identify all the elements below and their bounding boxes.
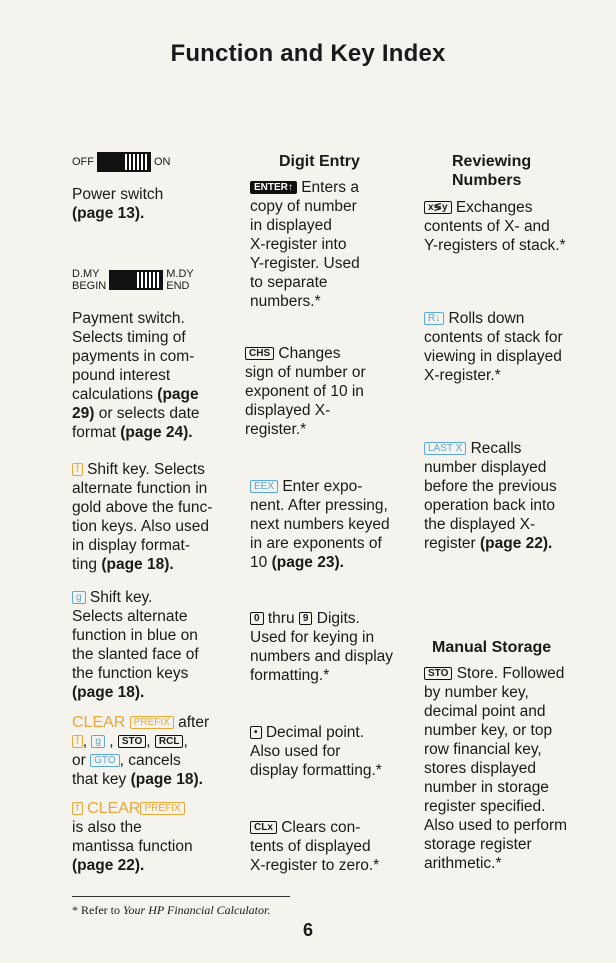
decimal-desc: • Decimal point. Also used for display formatting.* bbox=[250, 724, 382, 779]
sto-desc: STO Store. Followed by number key, decimal point and number key, or top row financial key, stores displayed number in storage register specified. Also used to perform storage register arithmetic.* bbox=[424, 665, 568, 872]
eex-desc: EEX Enter expo- nent. After pressing, next numbers keyed in are exponents of 10 (page 23). bbox=[250, 478, 390, 571]
mantissa-desc: f CLEAR PREFIX is also the mantissa function (page 22). bbox=[72, 800, 193, 874]
power-on-label: ON bbox=[154, 156, 171, 168]
sto-key-icon: STO bbox=[424, 667, 452, 680]
chs-key-icon: CHS bbox=[245, 347, 274, 360]
power-switch bbox=[72, 152, 171, 172]
footnote: * Refer to Your HP Financial Calculator. bbox=[72, 903, 271, 917]
f-shift-desc: f Shift key. Selects alternate function in gold above the func- tion keys. Also used in display format- ting (page 18). bbox=[72, 461, 213, 573]
eex-key-icon: EEX bbox=[250, 480, 278, 493]
clx-key-icon: CLx bbox=[250, 821, 277, 834]
prefix-key-icon: PREFIX bbox=[140, 802, 184, 815]
sto-key-icon: STO bbox=[118, 735, 146, 748]
lastx-key-icon: LAST X bbox=[424, 442, 466, 455]
g-shift-desc: g Shift key. Selects alternate function in blue on the slanted face of the function keys (page 18). bbox=[72, 589, 199, 701]
power-off-label: OFF bbox=[72, 156, 94, 168]
payment-switch-icon bbox=[109, 270, 163, 290]
decimal-key-icon: • bbox=[250, 726, 262, 739]
xy-exchange-key-icon: x≶y bbox=[424, 201, 452, 214]
enter-key-icon: ENTER↑ bbox=[250, 181, 297, 194]
rcl-key-icon: RCL bbox=[155, 735, 184, 748]
roll-down-key-icon: R↓ bbox=[424, 312, 444, 325]
f-key-icon: f bbox=[72, 735, 83, 748]
g-key-icon: g bbox=[72, 591, 86, 604]
footnote-divider bbox=[72, 896, 290, 897]
power-desc: Power switch (page 13). bbox=[72, 186, 164, 222]
page-number: 6 bbox=[302, 920, 313, 940]
chs-desc: CHS Changes sign of number or exponent of 10 in displayed X- register.* bbox=[245, 345, 366, 438]
power-switch-icon bbox=[97, 152, 151, 172]
enter-desc: ENTER↑ Enters a copy of number in displayed X-register into Y-register. Used to separate numbers.* bbox=[250, 179, 360, 310]
prefix-key-icon: PREFIX bbox=[130, 716, 174, 729]
payment-left-labels: D.MY BEGIN bbox=[72, 268, 107, 292]
reviewing-heading: Reviewing Numbers bbox=[452, 153, 532, 189]
digit-entry-heading: Digit Entry bbox=[279, 153, 360, 170]
zero-key-icon: 0 bbox=[250, 612, 264, 625]
clear-prefix-desc: CLEAR PREFIX after f , g , STO , RCL , or GTO , cancels that key (page 18). bbox=[72, 714, 210, 788]
payment-right-labels: M.DY END bbox=[166, 268, 194, 292]
clx-desc: CLx Clears con- tents of displayed X-register to zero.* bbox=[250, 819, 380, 874]
page-title: Function and Key Index bbox=[170, 40, 446, 67]
f-key-icon: f bbox=[72, 802, 83, 815]
xy-desc: x≶y Exchanges contents of X- and Y-registers of stack.* bbox=[424, 199, 566, 254]
digits-desc: 0 thru 9 Digits. Used for keying in numbers and display formatting.* bbox=[250, 610, 394, 684]
payment-desc: Payment switch. Selects timing of payments in com- pound interest calculations (page 29) or selects date format (page 24). bbox=[72, 310, 200, 441]
payment-switch bbox=[72, 268, 194, 292]
nine-key-icon: 9 bbox=[299, 612, 313, 625]
roll-down-desc: R↓ Rolls down contents of stack for viewing in displayed X-register.* bbox=[424, 310, 563, 384]
g-key-icon: g bbox=[91, 735, 105, 748]
manual-storage-heading: Manual Storage bbox=[432, 639, 552, 656]
f-key-icon: f bbox=[72, 463, 83, 476]
lastx-desc: LAST X Recalls number displayed before the previous operation back into the displayed X- register (page 22). bbox=[424, 440, 557, 552]
gto-key-icon: GTO bbox=[90, 754, 119, 767]
